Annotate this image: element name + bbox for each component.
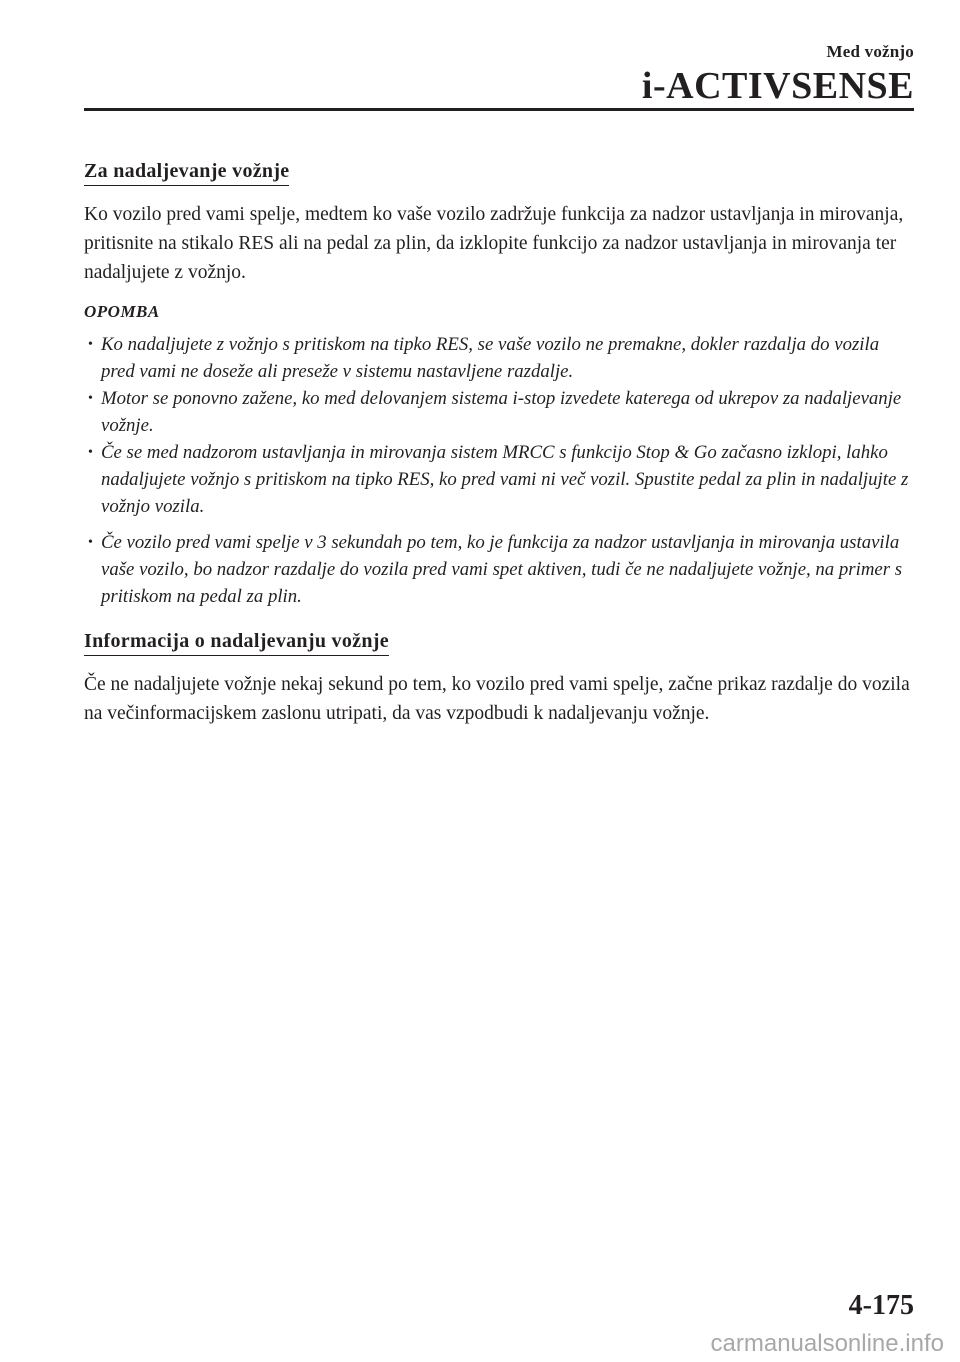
- section-resume-driving: [84, 158, 914, 287]
- bullet-icon: •: [88, 337, 93, 352]
- section-resume-info: [84, 628, 914, 728]
- bullet-icon: •: [88, 445, 93, 460]
- paragraph-resume-info: Če ne nadaljujete vožnje nekaj sekund po tem, ko vozilo pred vami spelje, začne prikaz razdalje do vozila na večinformacijskem zaslonu utripati, da vas vzpodbudi k nadaljevanju vožnje.: [84, 674, 910, 724]
- heading-resume-info: Informacija o nadaljevanju vožnje: [84, 628, 389, 656]
- note-list: [84, 331, 914, 610]
- bullet-icon: •: [88, 391, 93, 406]
- bullet-icon: •: [88, 535, 93, 550]
- note-text: Motor se ponovno zažene, ko med delovanjem sistema i-stop izvedete katerega od ukrepov za nadaljevanje vožnje.: [101, 388, 902, 436]
- page-content: [84, 158, 914, 728]
- note-label: OPOMBA: [84, 302, 160, 321]
- section-title: i-ACTIVSENSE: [641, 65, 914, 107]
- page-number: 4-175: [848, 1290, 914, 1321]
- note-item: [84, 331, 914, 385]
- note-text: Ko nadaljujete z vožnjo s pritiskom na tipko RES, se vaše vozilo ne premakne, dokler razdalja do vozila pred vami ne doseže ali preseže v sistemu nastavljene razdalje.: [101, 334, 880, 382]
- note-item: [84, 439, 914, 520]
- heading-resume-driving: Za nadaljevanje vožnje: [84, 158, 289, 186]
- note-item: [84, 385, 914, 439]
- note-text: Če se med nadzorom ustavljanja in mirovanja sistem MRCC s funkcijo Stop & Go začasno izklopi, lahko nadaljujete vožnjo s pritiskom na tipko RES, ko pred vami ni več vozil. Spustite pedal za plin in nadaljujte z vožnjo vozila.: [101, 442, 909, 517]
- header-divider: [84, 108, 914, 111]
- paragraph-resume-driving: Ko vozilo pred vami spelje, medtem ko vaše vozilo zadržuje funkcija za nadzor ustavljanja in mirovanja, pritisnite na stikalo RES ali na pedal za plin, da izklopite funkcijo za nadzor ustavljanja in mirovanja ter nadaljujete z vožnjo.: [84, 204, 904, 283]
- note-block: [84, 301, 914, 610]
- watermark: carmanualsonline.info: [710, 1330, 944, 1357]
- note-item: [84, 529, 914, 610]
- chapter-title: Med vožnjo: [826, 42, 914, 61]
- running-header: [642, 42, 914, 108]
- note-text: Če vozilo pred vami spelje v 3 sekundah po tem, ko je funkcija za nadzor ustavljanja in mirovanja ustavila vaše vozilo, bo nadzor razdalje do vozila pred vami spet aktiven, tudi če ne nadaljujete vožnje, na primer s pritiskom na pedal za plin.: [101, 532, 903, 607]
